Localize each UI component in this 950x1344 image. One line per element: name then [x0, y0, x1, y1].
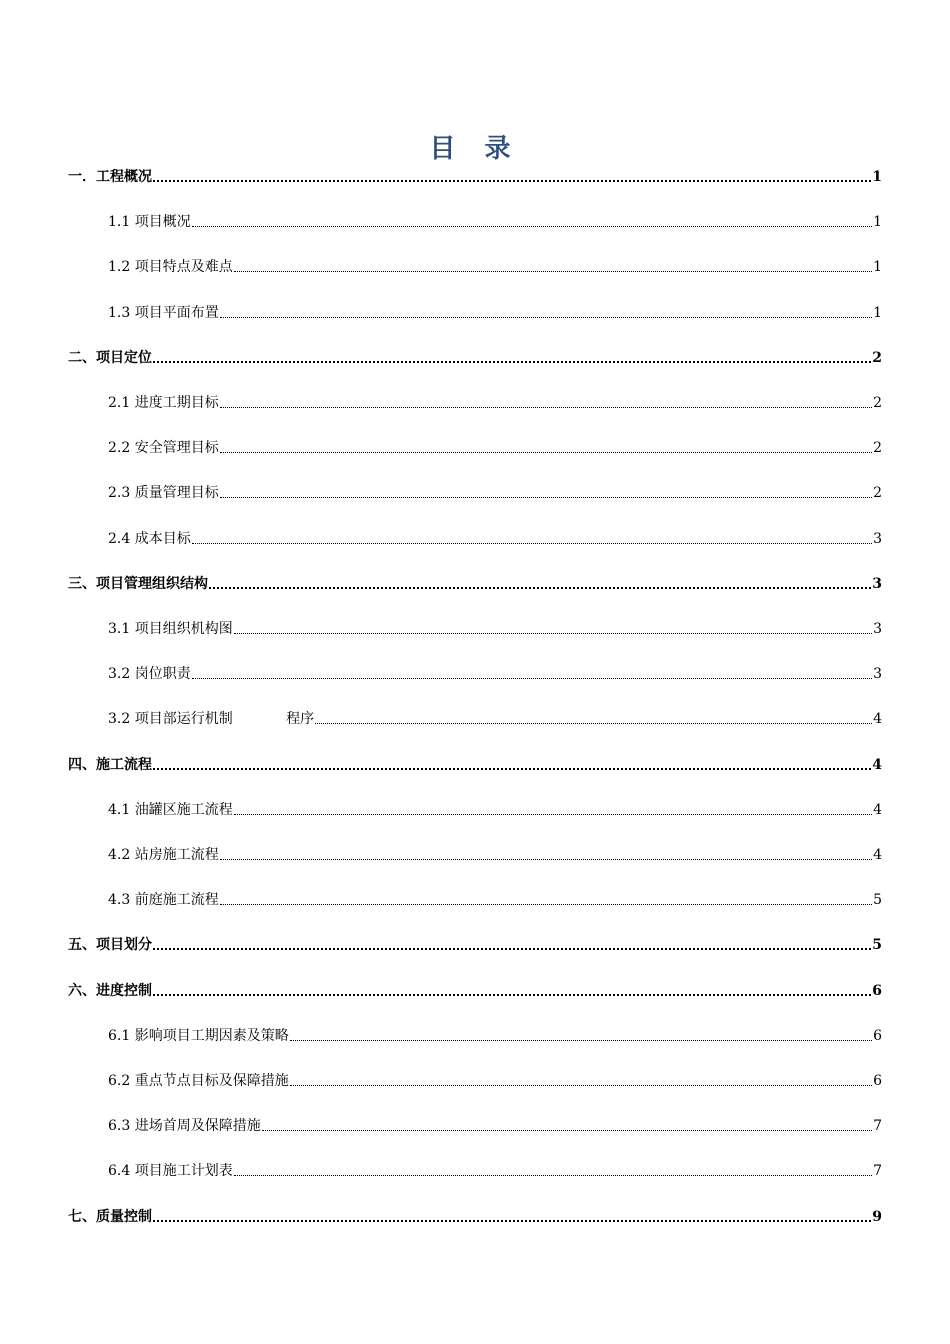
- toc-entry-page-number: 6: [872, 983, 882, 999]
- toc-entry-label: 1.3 项目平面布置: [108, 305, 219, 321]
- toc-entry[interactable]: [108, 392, 882, 412]
- toc-entry[interactable]: [108, 528, 882, 548]
- toc-leader-dots: [220, 406, 872, 408]
- toc-leader-dots: [290, 1084, 872, 1086]
- toc-entry[interactable]: [108, 618, 882, 638]
- toc-entry-label: 2.4 成本目标: [108, 531, 191, 547]
- toc-entry-page-number: 1: [872, 169, 882, 185]
- toc-entry[interactable]: [108, 482, 882, 502]
- toc-entry-page-number: 1: [873, 259, 882, 275]
- toc-leader-dots: [153, 179, 871, 182]
- toc-entry-label: 三、项目管理组织结构: [68, 576, 208, 592]
- toc-entry[interactable]: [68, 573, 882, 593]
- toc-entry-label: 3.1 项目组织机构图: [108, 621, 233, 637]
- toc-entry[interactable]: [108, 1070, 882, 1090]
- toc-entry-page-number: 4: [873, 802, 882, 818]
- toc-leader-dots: [220, 858, 872, 860]
- toc-entry-page-number: 4: [872, 757, 882, 773]
- toc-leader-dots: [290, 1039, 872, 1041]
- toc-leader-dots: [153, 767, 871, 770]
- toc-entry-page-number: 2: [872, 350, 882, 366]
- toc-entry-page-number: 4: [873, 847, 882, 863]
- toc-entry-label: 2.2 安全管理目标: [108, 440, 219, 456]
- toc-entry-label: 六、进度控制: [68, 983, 152, 999]
- toc-leader-dots: [234, 270, 872, 272]
- toc-entry[interactable]: [108, 256, 882, 276]
- toc-leader-dots: [192, 677, 872, 679]
- toc-entry-label: 1.2 项目特点及难点: [108, 259, 233, 275]
- toc-entry-page-number: 7: [873, 1118, 882, 1134]
- toc-entry-label: 二、项目定位: [68, 350, 152, 366]
- toc-entry-label: 2.3 质量管理目标: [108, 485, 219, 501]
- toc-entry[interactable]: [68, 980, 882, 1000]
- toc-entry-page-number: 2: [873, 485, 882, 501]
- toc-leader-dots: [234, 1174, 872, 1176]
- toc-leader-dots: [315, 722, 872, 724]
- toc-entry-label: 4.1 油罐区施工流程: [108, 802, 233, 818]
- toc-leader-dots: [234, 813, 872, 815]
- toc-leader-dots: [220, 903, 872, 905]
- toc-entry-label: 一．工程概况: [68, 169, 152, 185]
- toc-entry-page-number: 3: [872, 576, 882, 592]
- toc-entry-label: 6.3 进场首周及保障措施: [108, 1118, 261, 1134]
- toc-entry-label: 6.1 影响项目工期因素及策略: [108, 1028, 289, 1044]
- toc-leader-dots: [192, 225, 872, 227]
- toc-entry[interactable]: [108, 1160, 882, 1180]
- toc-entry-label: 3.2 岗位职责: [108, 666, 191, 682]
- toc-entry[interactable]: [68, 347, 882, 367]
- toc-leader-dots: [220, 316, 872, 318]
- toc-entry-label: 2.1 进度工期目标: [108, 395, 219, 411]
- toc-entry-page-number: 2: [873, 395, 882, 411]
- toc-entry[interactable]: [108, 708, 882, 728]
- toc-entry[interactable]: [68, 166, 882, 186]
- toc-entry-page-number: 3: [873, 621, 882, 637]
- toc-entry-page-number: 7: [873, 1163, 882, 1179]
- toc-entry[interactable]: [108, 889, 882, 909]
- toc-entry[interactable]: [68, 934, 882, 954]
- toc-entry-page-number: 5: [873, 892, 882, 908]
- toc-entry-page-number: 4: [873, 711, 882, 727]
- toc-entry-label: 七、质量控制: [68, 1209, 152, 1225]
- toc-entry-label: 4.2 站房施工流程: [108, 847, 219, 863]
- toc-entry-label: 6.4 项目施工计划表: [108, 1163, 233, 1179]
- toc-entry-page-number: 3: [873, 531, 882, 547]
- toc-entry-page-number: 1: [873, 214, 882, 230]
- toc-entry-label: 3.2 项目部运行机制 程序: [108, 711, 315, 727]
- toc-leader-dots: [153, 360, 871, 363]
- toc-entry[interactable]: [108, 1115, 882, 1135]
- toc-leader-dots: [153, 993, 871, 996]
- toc-leader-dots: [192, 542, 872, 544]
- toc-entry-label: 五、项目划分: [68, 937, 152, 953]
- toc-entry-label: 6.2 重点节点目标及保障措施: [108, 1073, 289, 1089]
- toc-leader-dots: [220, 451, 872, 453]
- toc-leader-dots: [234, 632, 872, 634]
- toc-title: 目 录: [429, 134, 521, 164]
- toc-entry-page-number: 9: [872, 1209, 882, 1225]
- toc-entry[interactable]: [108, 211, 882, 231]
- toc-entry[interactable]: [108, 302, 882, 322]
- toc-entry-page-number: 5: [872, 937, 882, 953]
- toc-entry-label: 1.1 项目概况: [108, 214, 191, 230]
- toc-entry-label: 4.3 前庭施工流程: [108, 892, 219, 908]
- toc-leader-dots: [153, 1219, 871, 1222]
- toc-entry[interactable]: [108, 1025, 882, 1045]
- toc-entry-page-number: 3: [873, 666, 882, 682]
- toc-entry[interactable]: [108, 799, 882, 819]
- toc-leader-dots: [262, 1129, 872, 1131]
- toc-entry-page-number: 1: [873, 305, 882, 321]
- toc-leader-dots: [153, 947, 871, 950]
- toc-entry[interactable]: [108, 437, 882, 457]
- toc-entry-page-number: 6: [873, 1073, 882, 1089]
- toc-leader-dots: [220, 496, 872, 498]
- toc-leader-dots: [209, 586, 871, 589]
- toc-entry-page-number: 2: [873, 440, 882, 456]
- toc-entry-page-number: 6: [873, 1028, 882, 1044]
- toc-entry[interactable]: [108, 844, 882, 864]
- toc-entry[interactable]: [68, 754, 882, 774]
- toc-entry[interactable]: [108, 663, 882, 683]
- toc-entry-label: 四、施工流程: [68, 757, 152, 773]
- toc-entry[interactable]: [68, 1206, 882, 1226]
